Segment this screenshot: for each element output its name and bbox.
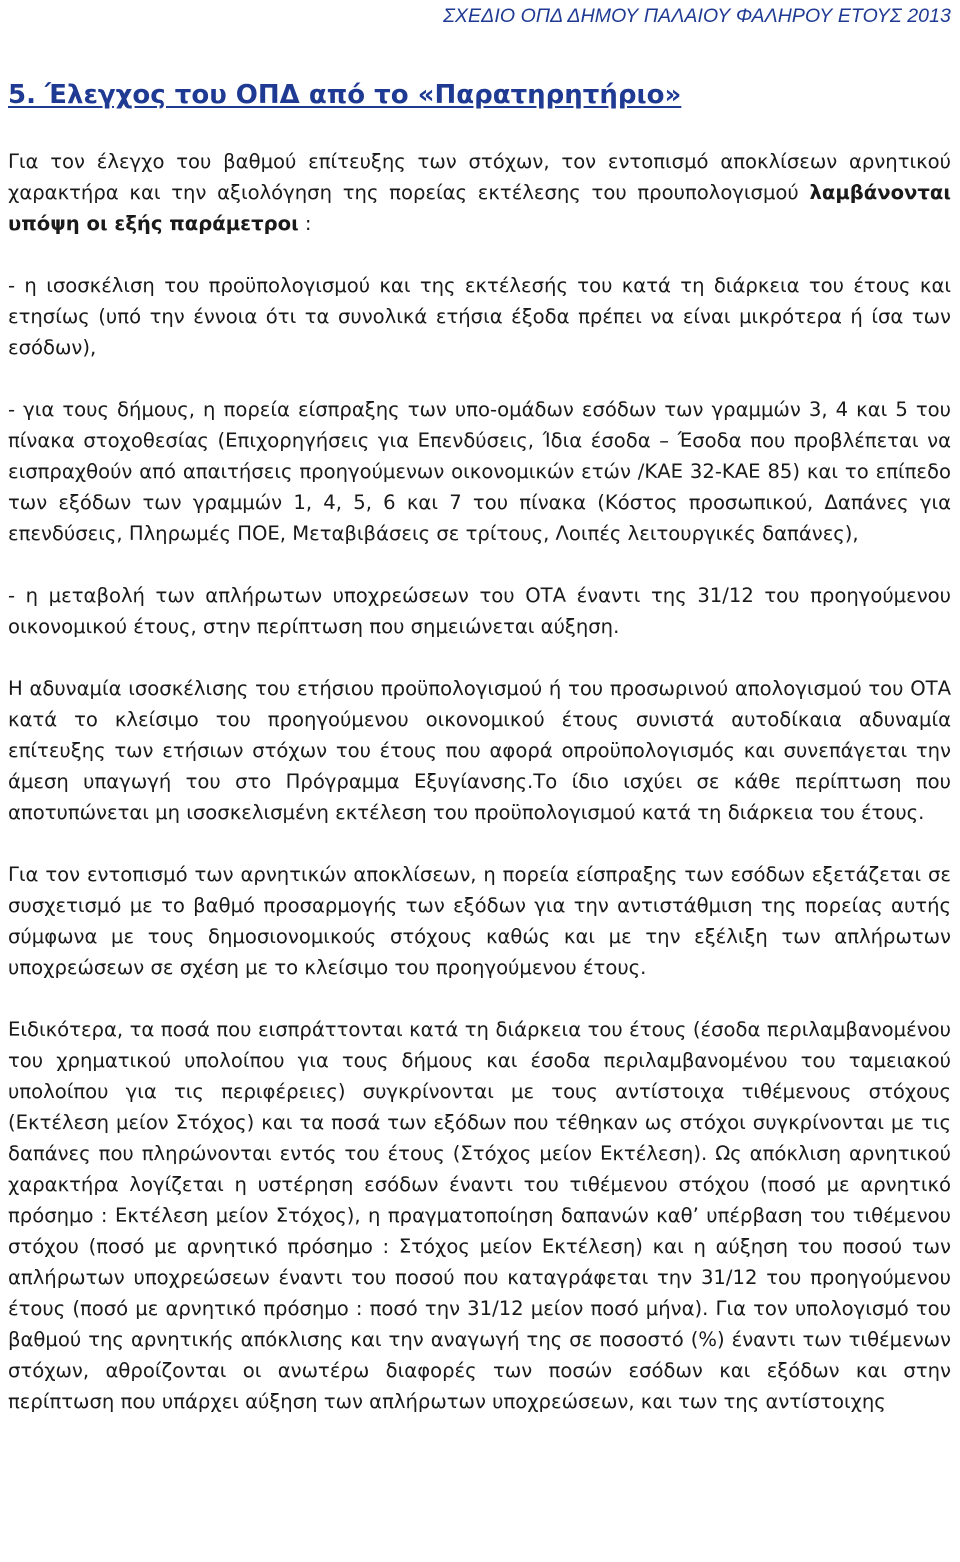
intro-end-text: :: [298, 212, 312, 235]
paragraph-item-balance: - η ισοσκέλιση του προϋπολογισμού και της εκτέλεσής του κατά τη διάρκεια του έτους και ετησίως (υπό την έννοια ότι τα συνολικά ετήσια έξοδα πρέπει να είναι μικρότερα ή ίσα των εσόδων),: [8, 274, 951, 359]
paragraph-item-revenue-collection: - για τους δήμους, η πορεία είσπραξης των υπο-ομάδων εσόδων των γραμμών 3, 4 και 5 του πίνακα στοχοθεσίας (Επιχορηγήσεις για Επενδύσεις, Ίδια έσοδα – Έσοδα που προβλέπεται να εισπραχθούν από απαιτήσεις προηγούμενων οικονομικών ετών /ΚΑΕ 32-ΚΑΕ 85) και το επίπεδο των εξόδων των γραμμών 1, 4, 5, 6 και 7 του πίνακα (Κόστος προσωπικού, Δαπάνες για επενδύσεις, Πληρωμές ΠΟΕ, Μεταβιβάσεις σε τρίτους, Λοιπές λειτουργικές δαπάνες),: [8, 398, 951, 545]
paragraph-intro: [8, 146, 951, 239]
paragraph-inability-balance: Η αδυναμία ισοσκέλισης του ετήσιου προϋπολογισμού ή του προσωρινού απολογισμού του ΟΤΑ κατά το κλείσιμο του προηγούμενου οικονομικού έτους συνιστά αυτοδίκαια αδυναμία επίτευξης των ετήσιων στόχων του έτους που αφορά οπροϋπολογισμός και συνεπάγεται την άμεση υπαγωγή του στο Πρόγραμμα Εξυγίανσης.Το ίδιο ισχύει σε κάθε περίπτωση που αποτυπώνεται μη ισοσκελισμένη εκτέλεση του προϋπολογισμού κατά τη διάρκεια του έτους.: [8, 677, 951, 824]
running-header: ΣΧΕΔΙΟ ΟΠΔ ΔΗΜΟΥ ΠΑΛΑΙΟΥ ΦΑΛΗΡΟΥ ΕΤΟΥΣ 2013: [443, 5, 951, 27]
paragraph-deviation-detection: Για τον εντοπισμό των αρνητικών αποκλίσεων, η πορεία είσπραξης των εσόδων εξετάζεται σε συσχετισμό με το βαθμό προσαρμογής των εξόδων για την αντιστάθμιση της πορείας αυτής σύμφωνα με τους δημοσιονομικούς στόχους καθώς και με την εξέλιξη των απλήρωτων υποχρεώσεων σε σχέση με το κλείσιμο του προηγούμενου έτους.: [8, 863, 951, 979]
intro-bold-text: λαμβάνονται υπόψη οι εξής παράμετροι: [8, 181, 951, 235]
section-title: 5. Έλεγχος του ΟΠΔ από το «Παρατηρητήριο»: [8, 80, 682, 110]
intro-text: Για τον έλεγχο του βαθμού επίτευξης των στόχων, τον εντοπισμό αποκλίσεων αρνητικού χαρακτήρα και την αξιολόγηση της πορείας εκτέλεσης του προυπολογισμού: [8, 150, 951, 204]
paragraph-specifically: Ειδικότερα, τα ποσά που εισπράττονται κατά τη διάρκεια του έτους (έσοδα περιλαμβανομένου του χρηματικού υπολοίπου για τους δήμους και έσοδα περιλαμβανομένου του ταμειακού υπολοίπου για τις περιφέρειες) συγκρίνονται με τους αντίστοιχα τιθέμενους στόχους (Εκτέλεση μείον Στόχος) και τα ποσά των εξόδων που τέθηκαν ως στόχοι συγκρίνονται με τις δαπάνες που πληρώνονται εντός του έτους (Στόχος μείον Εκτέλεση). Ως απόκλιση αρνητικού χαρακτήρα λογίζεται η υστέρηση εσόδων έναντι του τιθέμενου στόχου (ποσό με αρνητικό πρόσημο : Εκτέλεση μείον Στόχος), η πραγματοποίηση δαπανών καθ’ υπέρβαση του τιθέμενου στόχου (ποσό με αρνητικό πρόσημο : Στόχος μείον Εκτέλεση) και η αύξηση του ποσού των απλήρωτων υποχρεώσεων έναντι του ποσού που καταγράφεται την 31/12 του προηγούμενου έτους (ποσό με αρνητικό πρόσημο : ποσό την 31/12 μείον ποσό μήνα). Για τον υπολογισμό του βαθμού της αρνητικής απόκλισης και την αναγωγή της σε ποσοστό (%) έναντι των τιθέμενων στόχων, αθροίζονται οι ανωτέρω διαφορές των ποσών εσόδων και εξόδων και στην περίπτωση που υπάρχει αύξηση των απλήρωτων υποχρεώσεων, και των της αντίστοιχης: [8, 1018, 951, 1413]
paragraph-item-unpaid-obligations: - η μεταβολή των απλήρωτων υποχρεώσεων του ΟΤΑ έναντι της 31/12 του προηγούμενου οικονομικού έτους, στην περίπτωση που σημειώνεται αύξηση.: [8, 584, 951, 638]
document-body: [8, 146, 951, 1417]
